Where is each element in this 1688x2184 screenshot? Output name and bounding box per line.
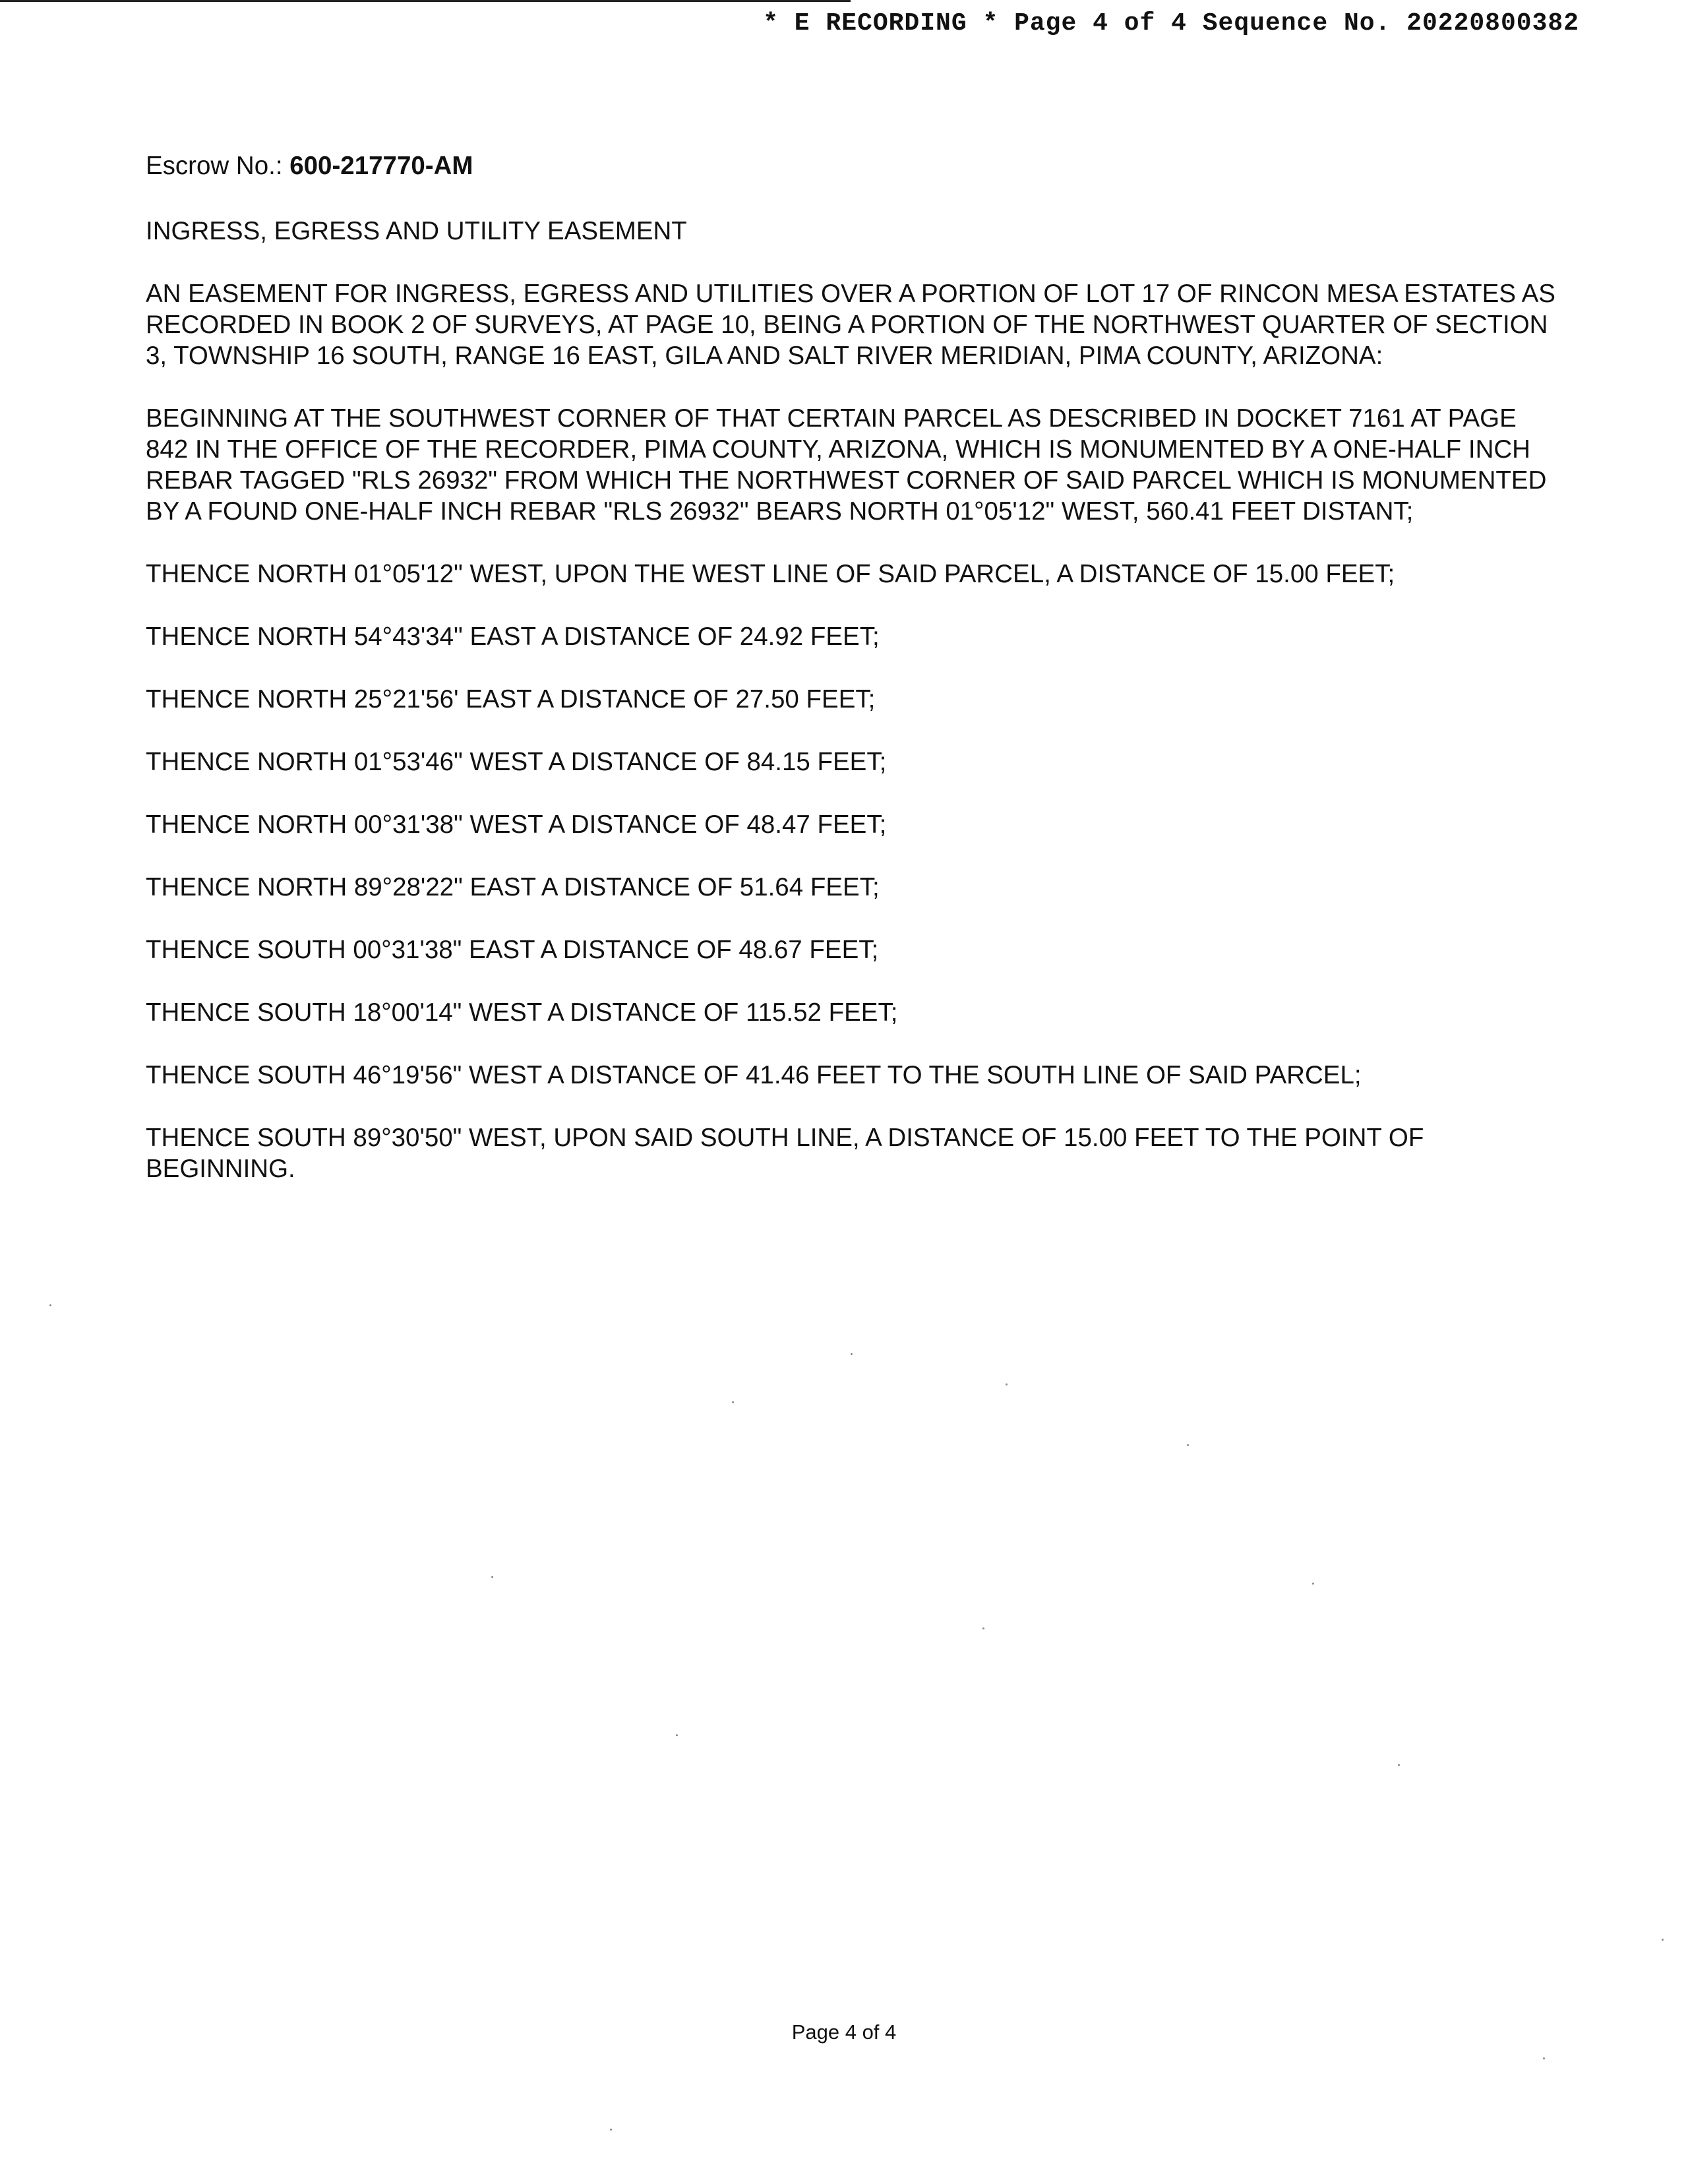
scan-speck bbox=[1662, 1939, 1664, 1941]
course-call-9: THENCE SOUTH 46°19'56" WEST A DISTANCE OF 41.46 FEET TO THE SOUTH LINE OF SAID PARCEL; bbox=[146, 1061, 1362, 1089]
scan-speck bbox=[732, 1401, 734, 1403]
escrow-label: Escrow No.: bbox=[146, 152, 283, 180]
scan-speck bbox=[1006, 1383, 1008, 1385]
escrow-number: 600-217770-AM bbox=[289, 152, 473, 180]
easement-description: AN EASEMENT FOR INGRESS, EGRESS AND UTILITIES OVER A PORTION OF LOT 17 OF RINCON MESA ESTATES AS RECORDED IN BOOK 2 OF SURVEYS, AT PAGE 10, BEING A PORTION OF THE NORTHWEST QUARTER OF SECTION 3, TOWNSHIP 16 SOUTH, RANGE 16 EAST, GILA AND SALT RIVER MERIDIAN, PIMA COUNTY, ARIZONA: bbox=[146, 280, 1555, 370]
course-call-4: THENCE NORTH 01°53'46" WEST A DISTANCE OF 84.15 FEET; bbox=[146, 748, 887, 776]
scan-speck bbox=[851, 1353, 853, 1355]
course-call-6: THENCE NORTH 89°28'22" EAST A DISTANCE OF 51.64 FEET; bbox=[146, 873, 880, 901]
page-footer: Page 4 of 4 bbox=[791, 2020, 897, 2044]
scan-speck bbox=[676, 1734, 678, 1736]
scan-speck bbox=[1398, 1764, 1400, 1766]
scan-speck bbox=[49, 1304, 51, 1306]
top-rule bbox=[0, 0, 851, 2]
course-call-2: THENCE NORTH 54°43'34" EAST A DISTANCE OF 24.92 FEET; bbox=[146, 622, 880, 651]
escrow-line bbox=[146, 150, 1557, 181]
course-call-8: THENCE SOUTH 18°00'14" WEST A DISTANCE OF 115.52 FEET; bbox=[146, 998, 898, 1027]
document-title: INGRESS, EGRESS AND UTILITY EASEMENT bbox=[146, 217, 687, 245]
scan-speck bbox=[1543, 2057, 1545, 2059]
course-call-3: THENCE NORTH 25°21'56' EAST A DISTANCE OF 27.50 FEET; bbox=[146, 685, 876, 713]
scan-speck bbox=[982, 1627, 984, 1629]
scan-speck bbox=[1312, 1583, 1314, 1585]
scan-speck bbox=[610, 2129, 612, 2131]
recording-header: * E RECORDING * Page 4 of 4 Sequence No. 20220800382 bbox=[763, 9, 1579, 38]
point-of-beginning: BEGINNING AT THE SOUTHWEST CORNER OF THAT CERTAIN PARCEL AS DESCRIBED IN DOCKET 7161 AT PAGE 842 IN THE OFFICE OF THE RECORDER, PIMA COUNTY, ARIZONA, WHICH IS MONUMENTED BY A ONE-HALF INCH REBAR TAGGED "RLS 26932" FROM WHICH THE NORTHWEST CORNER OF SAID PARCEL WHICH IS MONUMENTED BY A FOUND ONE-HALF INCH REBAR "RLS 26932" BEARS NORTH 01°05'12" WEST, 560.41 FEET DISTANT; bbox=[146, 404, 1547, 526]
course-call-1: THENCE NORTH 01°05'12" WEST, UPON THE WEST LINE OF SAID PARCEL, A DISTANCE OF 15.00 FEET; bbox=[146, 560, 1395, 588]
closing-call: THENCE SOUTH 89°30'50" WEST, UPON SAID SOUTH LINE, A DISTANCE OF 15.00 FEET TO THE POINT OF BEGINNING. bbox=[146, 1124, 1424, 1183]
scan-speck bbox=[1187, 1444, 1189, 1446]
course-call-7: THENCE SOUTH 00°31'38" EAST A DISTANCE OF 48.67 FEET; bbox=[146, 936, 879, 964]
scan-speck bbox=[491, 1576, 493, 1578]
document-body bbox=[146, 150, 1557, 1216]
course-call-5: THENCE NORTH 00°31'38" WEST A DISTANCE OF 48.47 FEET; bbox=[146, 810, 887, 839]
